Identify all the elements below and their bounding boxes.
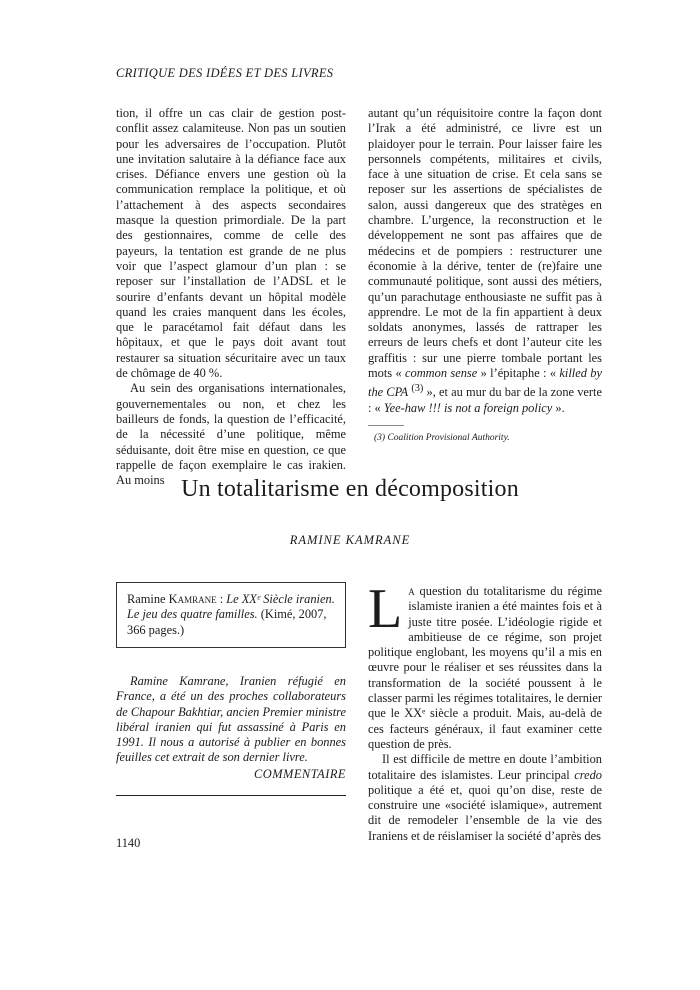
paragraph: autant qu’un réquisitoire contre la façon dont l’Irak a été administré, ce livre est un plaidoyer pour le terrain. Pour laisser faire les personnels compétents, militaires et civils, face à une situation de crise. Et cela sans se reposer sur les assertions de spécialistes de salon, aussi dangereux que des stratèges en chambre. L’urgence, la reconstruction et le développement ne sont pas affaires que de médecins et de pompiers : restructurer une économie à la dérive, tenter de (re)faire une communauté politique, sont aussi des métiers, qu’un parachutage enthousiaste ne suffit pas à apprendre. Le mot de la fin appartient à deux soldats anonymes, lassés de rattraper les erreurs de leurs chefs et dont l’auteur cite les graffitis : sur une pierre tombale portant les mots « common sense » l’épitaphe : « killed by the CPA $^{(3)}$ », et au mur du bar de la zone verte : « Yee-haw !!! is not a foreign policy ». [368,106,602,415]
footnote: (3) Coalition Provisional Authority. [374,433,510,444]
paragraph: tion, il offre un cas clair de gestion post-conflit assez calamiteuse. Non pas un soutien pour les adversaires de l’occupation. Plutôt une invitation salutaire à la défiance face aux crises. Défiance envers une gestion où la communication remplace la politique, et où l’attachement à des aspects secondaires masque la question primordiale. De la part des gestionnaires, comme de celle des payeurs, la tentation est grande de ne plus voir que l’aspect glamour d’un plan : se reposer sur l’installation de l’ADSL et le sourire d’enfants devant un hôpital modèle quand les craies manquent dans les écoles, que le paracétamol fait défaut dans les hôpitaux, et que le pays doit avant tout restaurer sa situation sécuritaire avec un taux de chômage de 40 %. [116,106,346,381]
book-title: Le XXᵉ Siècle iranien. Le jeu des quatre familles. [127,592,335,622]
article-author: RAMINE KAMRANE [289,533,411,547]
paragraph: Au sein des organisations internationales, gouvernementales ou non, et chez les bailleurs de fonds, la question de l’efficacité, de la nécessité d’une politique, même séduisante, doit être mise en question, ce que rappelle de façon exemplaire le cas irakien. Au moins [116,381,346,488]
quote-killed-by: killed by the CPA [368,366,602,400]
paragraph: La question du totalitarisme du régime islamiste iranien a été maintes fois et à juste titre posée. L’idéologie rigide et ambitieuse de ce régime, son projet politique englobant, les moyens qu’il a mis en œuvre pour le réaliser et ses réussites dans la transformation de la société poussent à le classer parmi les régimes totalitaires, le dernier que le XXᵉ siècle a produit. Mais, au-delà de ces facteurs généraux, il faut examiner cette question de près. [368,578,602,751]
book-author-first: Ramine [127,592,166,606]
drop-cap: L [368,578,403,640]
quote-common-sense: common sense [405,366,478,381]
book-publisher: (Kimé, 2007, 366 pages.) [127,607,327,637]
article-title: Un totalitarisme en décomposition [181,476,519,502]
book-author-last: Kamrane [168,592,217,606]
top-left-column [116,106,346,488]
top-right-column [368,106,602,444]
footnote-divider [368,425,404,426]
running-header: CRITIQUE DES IDÉES ET DES LIVRES [116,66,334,80]
quote-yee-haw: Yee-haw !!! is not a foreign policy [383,400,553,415]
paragraph: Il est difficile de mettre en doute l’ambition totalitaire des islamistes. Leur principal credo politique a été et, quoi qu’on dise, reste de construire une «société islamique», autrement dit de remodeler l’ensemble de la vie des Iraniens et de réislamiser la société d’après des [368,752,602,843]
footnote-ref: (3) [411,383,424,395]
section-divider [116,795,346,796]
section-label: COMMENTAIRE [254,767,346,781]
book-reference-box: Ramine Kamrane : Le XXᵉ Siècle iranien. Le jeu des quatre familles. (Kimé, 2007, 366 pages.) [116,582,346,648]
author-intro: Ramine Kamrane, Iranien réfugié en France, a été un des proches collaborateurs de Chapour Bakhtiar, ancien Premier ministre libéral iranien qui fut assassiné à Paris en 1991. Il nous a autorisé à publier en bonnes feuilles cet extrait de son dernier livre. [116,674,346,765]
article-body [368,578,602,844]
page-number: 1140 [116,836,141,850]
